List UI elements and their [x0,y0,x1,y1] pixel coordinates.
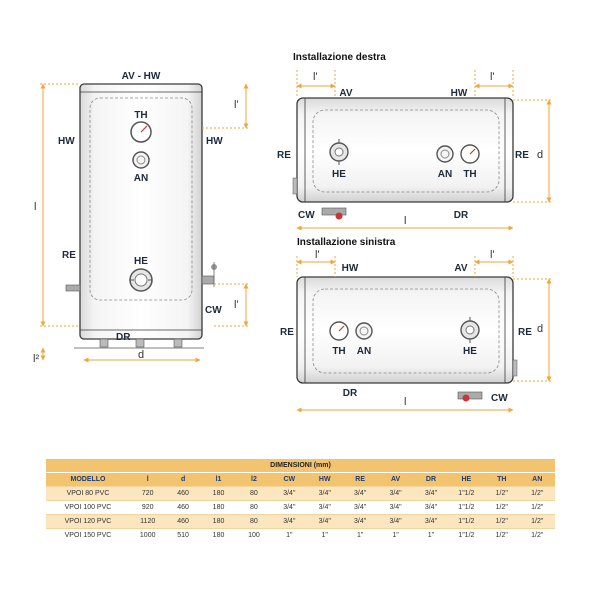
model-cell: VPOI 80 PVC [46,487,130,501]
table-cell: 1/2" [519,501,555,515]
vertical-hw-left-label: HW [58,136,75,147]
table-cell: 920 [130,501,165,515]
table-cell: 1"1/2 [449,515,484,529]
table-cell: 3/4" [342,515,377,529]
vertical-he-label: HE [134,256,148,267]
table-cell: 3/4" [307,501,342,515]
model-cell: VPOI 100 PVC [46,501,130,515]
thermometer-gauge [131,122,151,142]
table-cell: 3/4" [413,515,448,529]
table-cell: 3/4" [307,515,342,529]
table-header-cell: d [165,473,200,487]
left-re-left-label: RE [280,327,294,338]
left-an-label: AN [356,346,372,357]
left-th-gauge [330,322,348,340]
left-dim-l: l [404,396,407,408]
right-dim-d: d [537,149,544,161]
table-cell: 1/2" [484,501,519,515]
cw-valve [202,276,214,284]
right-dr-label: DR [453,210,469,221]
table-cell: 1000 [130,529,165,543]
left-an-port [356,323,372,339]
table-cell: 720 [130,487,165,501]
table-cell: 3/4" [272,487,307,501]
table-cell: 180 [201,487,236,501]
right-he-label: HE [332,169,346,180]
left-he-label: HE [463,346,477,357]
table-cell: 3/4" [413,487,448,501]
left-dim-l1-right: l' [490,249,495,261]
right-dim-l: l [404,215,407,227]
table-row [46,529,555,543]
left-hw-label: HW [341,263,359,274]
right-an-label: AN [437,169,453,180]
table-cell: 1"1/2 [449,529,484,543]
vertical-dr-label: DR [116,332,131,343]
model-cell: VPOI 120 PVC [46,515,130,529]
table-cell: 460 [165,487,200,501]
table-cell: 3/4" [342,487,377,501]
table-header-row [46,473,555,487]
right-an-port [437,146,453,162]
table-cell: 1/2" [484,515,519,529]
vertical-dim-l: l [34,201,37,213]
table-row [46,501,555,515]
table-header-cell: HW [307,473,342,487]
table-header-cell: HE [449,473,484,487]
table-cell: 180 [201,529,236,543]
left-dim-l1-left: l' [315,249,320,261]
left-dr-label: DR [342,388,358,399]
vertical-dim-l1-top: l' [234,99,239,111]
table-header-cell: l2 [236,473,271,487]
left-cw-valve [458,392,482,402]
dimensions-table [46,459,555,542]
right-cw-valve [322,208,346,220]
vertical-top-label: AV - HW [121,71,161,82]
table-cell: 180 [201,501,236,515]
table-cell: 1" [307,529,342,543]
table-row [46,515,555,529]
table-cell: 3/4" [342,501,377,515]
table-header-cell: MODELLO [46,473,130,487]
table-cell: 1" [378,529,413,543]
table-cell: 1" [413,529,448,543]
right-re-right-label: RE [515,150,529,161]
anode-port [133,152,149,168]
table-cell: 1"1/2 [449,487,484,501]
vertical-cw-label: CW [205,305,222,316]
table-cell: 3/4" [272,515,307,529]
vertical-dim-d: d [137,349,145,361]
heating-element [130,269,152,291]
right-dim-l1-left: l' [313,71,318,83]
table-cell: 1120 [130,515,165,529]
vertical-re-label: RE [62,250,76,261]
left-install-view [280,237,553,410]
table-cell: 80 [236,515,271,529]
table-cell: 3/4" [413,501,448,515]
right-install-view [277,52,553,228]
table-header-cell: TH [484,473,519,487]
left-dim-d: d [537,323,544,335]
vertical-tank-view [33,71,250,365]
table-cell: 1"1/2 [449,501,484,515]
table-header-cell: RE [342,473,377,487]
table-cell: 1/2" [484,487,519,501]
table-cell: 1" [272,529,307,543]
right-av-label: AV [339,88,353,99]
left-cw-label: CW [491,393,508,404]
table-cell: 80 [236,501,271,515]
right-th-label: TH [463,169,477,180]
table-cell: 100 [236,529,271,543]
left-av-label: AV [454,263,468,274]
table-cell: 460 [165,501,200,515]
table-header-cell: AV [378,473,413,487]
right-hw-label: HW [450,88,468,99]
table-cell: 1/2" [519,529,555,543]
right-th-gauge [461,145,479,163]
table-header-cell: l1 [201,473,236,487]
right-install-title: Installazione destra [293,52,386,63]
bottom-pipes [74,339,204,348]
right-re-left-label: RE [277,150,291,161]
table-row [46,487,555,501]
table-cell: 3/4" [272,501,307,515]
table-cell: 460 [165,515,200,529]
model-cell: VPOI 150 PVC [46,529,130,543]
table-cell: 180 [201,515,236,529]
table-cell: 1/2" [484,529,519,543]
table-cell: 510 [165,529,200,543]
table-cell: 1/2" [519,515,555,529]
left-th-label: TH [332,346,346,357]
table-header-cell: DR [413,473,448,487]
vertical-dim-l1-bottom: l' [234,299,239,311]
table-header-cell: l [130,473,165,487]
re-valve [66,285,80,291]
table-cell: 3/4" [378,515,413,529]
vertical-an-label: AN [133,173,149,184]
table-cell: 1" [342,529,377,543]
left-re-right-label: RE [518,327,532,338]
table-cell: 3/4" [378,501,413,515]
table-header-cell: AN [519,473,555,487]
table-cell: 1/2" [519,487,555,501]
table-cell: 3/4" [307,487,342,501]
right-cw-label: CW [298,210,315,221]
vertical-dim-l2: l² [33,353,40,365]
table-header-cell: CW [272,473,307,487]
table-cell: 3/4" [378,487,413,501]
left-install-title: Installazione sinistra [297,237,396,248]
vertical-th-label: TH [134,110,148,121]
table-cell: 80 [236,487,271,501]
table-title: DIMENSIONI (mm) [46,459,555,473]
vertical-hw-right-label: HW [206,136,223,147]
right-dim-l1-right: l' [490,71,495,83]
